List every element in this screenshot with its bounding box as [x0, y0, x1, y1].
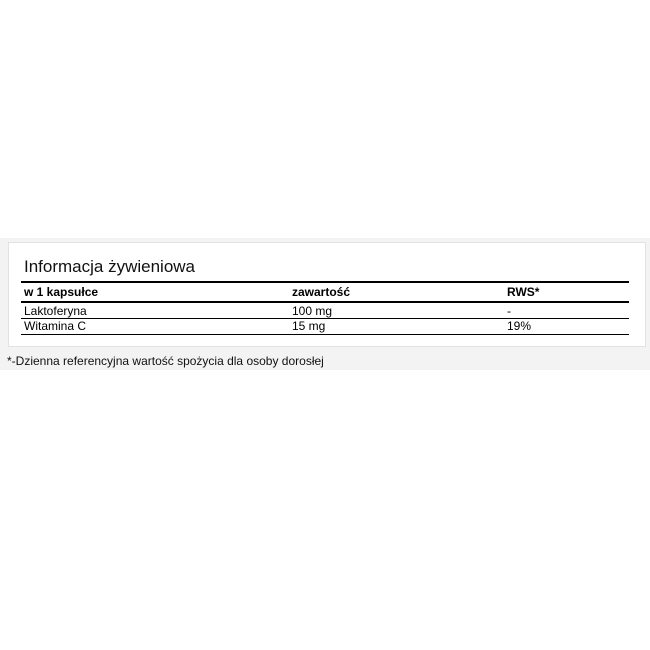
header-rws: RWS*	[507, 285, 540, 299]
header-content: zawartość	[292, 285, 351, 299]
footnote: *-Dzienna referencyjna wartość spożycia dla osoby dorosłej	[7, 354, 324, 368]
table-bottom-rule	[21, 334, 629, 335]
row-amount: 15 mg	[292, 319, 326, 333]
table-row	[21, 318, 629, 334]
header-top-rule	[21, 281, 629, 283]
row-ingredient: Witamina C	[24, 319, 87, 333]
table-row	[21, 303, 629, 319]
row-rws: -	[507, 304, 511, 318]
table-header-row	[21, 284, 629, 300]
nutrition-title: Informacja żywieniowa	[24, 257, 196, 276]
row-ingredient: Laktoferyna	[24, 304, 87, 318]
row-amount: 100 mg	[292, 304, 333, 318]
header-serving: w 1 kapsułce	[24, 285, 99, 299]
row-rws: 19%	[507, 319, 532, 333]
